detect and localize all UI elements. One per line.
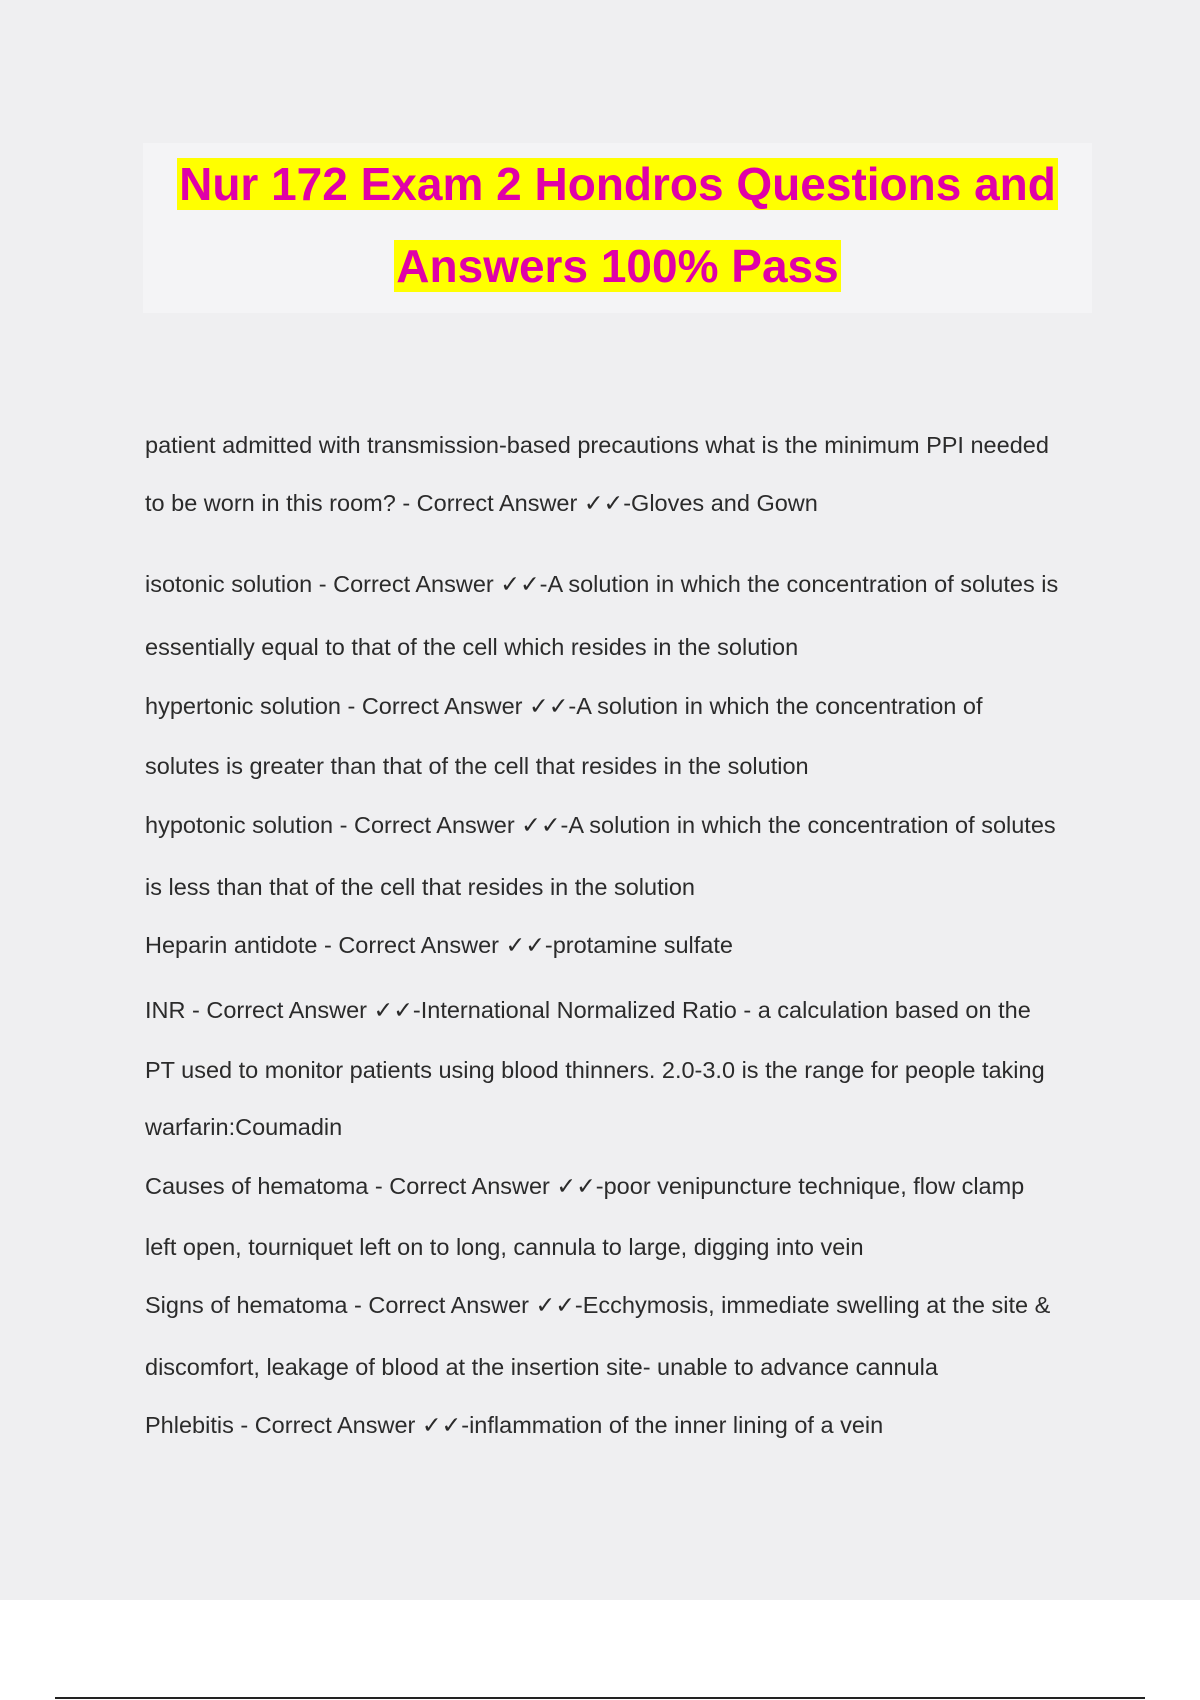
title-text-1: Nur 172 Exam 2 Hondros Questions and [179, 158, 1056, 210]
qa-text-line: left open, tourniquet left on to long, cannula to large, digging into vein [145, 1234, 864, 1260]
title-line-1 [143, 143, 1092, 225]
title-block [143, 143, 1092, 313]
qa-text-line: warfarin:Coumadin [145, 1114, 343, 1140]
qa-text-line: Heparin antidote - Correct Answer ✓✓-protamine sulfate [145, 932, 733, 958]
qa-text-line: is less than that of the cell that resides in the solution [145, 874, 695, 900]
bottom-divider [55, 1697, 1145, 1699]
qa-text-line: Signs of hematoma - Correct Answer ✓✓-Ecchymosis, immediate swelling at the site & [145, 1292, 1051, 1318]
qa-text-line: hypotonic solution - Correct Answer ✓✓-A solution in which the concentration of solutes [145, 812, 1056, 838]
qa-text-line: essentially equal to that of the cell which resides in the solution [145, 634, 799, 660]
title-line-2 [143, 225, 1092, 307]
qa-text-line: Phlebitis - Correct Answer ✓✓-inflammation of the inner lining of a vein [145, 1412, 884, 1438]
qa-text-line: Causes of hematoma - Correct Answer ✓✓-poor venipuncture technique, flow clamp [145, 1173, 1025, 1199]
qa-text-line: hypertonic solution - Correct Answer ✓✓-A solution in which the concentration of [145, 693, 983, 719]
title-text-2: Answers 100% Pass [396, 240, 839, 292]
qa-text-line: solutes is greater than that of the cell that resides in the solution [145, 753, 809, 779]
qa-text-line: discomfort, leakage of blood at the insertion site- unable to advance cannula [145, 1354, 938, 1380]
qa-text-line: INR - Correct Answer ✓✓-International Normalized Ratio - a calculation based on the [145, 997, 1031, 1023]
qa-text-line: to be worn in this room? - Correct Answer ✓✓-Gloves and Gown [145, 490, 818, 516]
qa-text-line: isotonic solution - Correct Answer ✓✓-A solution in which the concentration of solutes is [145, 571, 1059, 597]
qa-text-line: PT used to monitor patients using blood thinners. 2.0-3.0 is the range for people taking [145, 1057, 1045, 1083]
qa-text-line: patient admitted with transmission-based precautions what is the minimum PPI needed [145, 432, 1049, 458]
